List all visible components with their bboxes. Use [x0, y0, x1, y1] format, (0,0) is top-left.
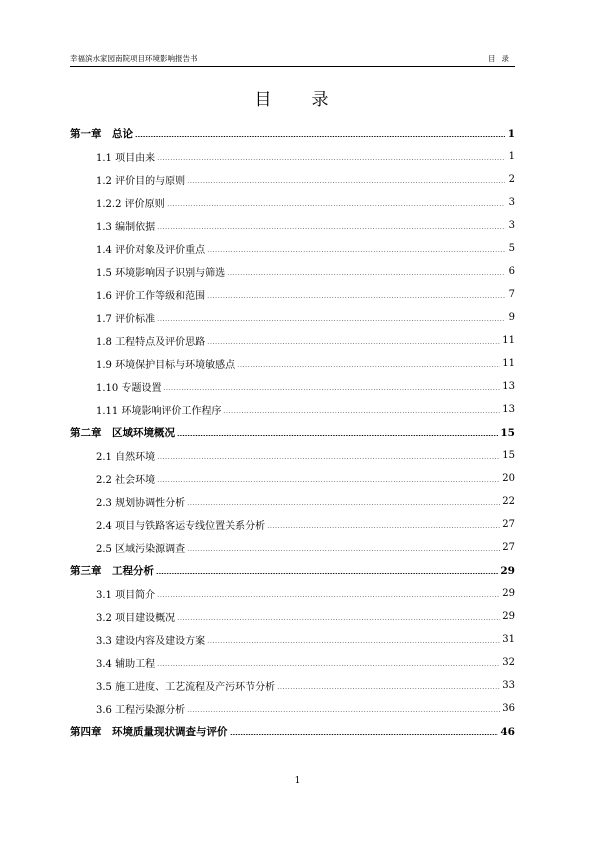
toc-entry-page: 3: [508, 197, 515, 208]
toc-entry-label: 1.6 评价工作等级和范围: [96, 291, 206, 302]
dot-leader: [207, 642, 500, 643]
toc-entry-label: 第一章 总论: [70, 128, 133, 140]
dot-leader: [187, 182, 505, 183]
table-of-contents: [70, 122, 515, 743]
toc-entry-page: 15: [502, 450, 515, 461]
toc-section-entry[interactable]: [70, 214, 515, 237]
dot-leader: [277, 688, 500, 689]
dot-leader: [187, 550, 500, 551]
toc-entry-page: 36: [502, 703, 515, 714]
toc-entry-label: 1.2 评价目的与原则: [96, 176, 186, 187]
dot-leader: [187, 711, 500, 712]
toc-entry-label: 3.3 建设内容及建设方案: [96, 636, 206, 647]
toc-entry-page: 1: [508, 151, 515, 162]
dot-leader: [267, 527, 500, 528]
toc-entry-label: 1.10 专题设置: [96, 383, 162, 394]
dot-leader: [207, 343, 500, 344]
toc-entry-page: 5: [508, 243, 515, 254]
toc-entry-label: 1.7 评价标准: [96, 314, 156, 325]
toc-chapter-entry[interactable]: [70, 720, 515, 743]
toc-section-entry[interactable]: [70, 582, 515, 605]
toc-section-entry[interactable]: [70, 283, 515, 306]
toc-entry-page: 22: [502, 496, 515, 507]
dot-leader: [177, 619, 500, 620]
toc-entry-label: 1.4 评价对象及评价重点: [96, 245, 206, 256]
toc-entry-page: 27: [502, 542, 515, 553]
toc-entry-label: 1.11 环境影响评价工作程序: [96, 406, 222, 417]
dot-leader: [177, 435, 498, 436]
toc-entry-page: 13: [502, 381, 515, 392]
toc-section-entry[interactable]: [70, 237, 515, 260]
toc-entry-label: 第三章 工程分析: [70, 565, 154, 577]
dot-leader: [156, 573, 498, 574]
document-title: 幸福滨水家园南院项目环境影响报告书: [70, 54, 198, 63]
page-header: [70, 52, 515, 66]
toc-section-entry[interactable]: [70, 697, 515, 720]
toc-section-entry[interactable]: [70, 352, 515, 375]
toc-entry-page: 3: [508, 220, 515, 231]
dot-leader: [157, 458, 500, 459]
toc-entry-label: 3.1 项目简介: [96, 590, 156, 601]
dot-leader: [207, 251, 505, 252]
toc-entry-page: 15: [500, 426, 515, 439]
toc-entry-page: 29: [500, 564, 515, 577]
toc-entry-label: 第二章 区域环境概况: [70, 427, 175, 439]
header-divider: [70, 66, 515, 67]
toc-chapter-entry[interactable]: [70, 421, 515, 444]
toc-section-entry[interactable]: [70, 536, 515, 559]
toc-section-entry[interactable]: [70, 605, 515, 628]
toc-entry-page: 2: [508, 174, 515, 185]
toc-entry-page: 29: [502, 611, 515, 622]
toc-entry-page: 32: [502, 657, 515, 668]
toc-entry-page: 1: [507, 127, 515, 140]
toc-section-entry[interactable]: [70, 375, 515, 398]
toc-section-entry[interactable]: [70, 145, 515, 168]
dot-leader: [157, 596, 500, 597]
toc-entry-label: 2.1 自然环境: [96, 452, 156, 463]
dot-leader: [157, 481, 500, 482]
toc-section-entry[interactable]: [70, 628, 515, 651]
toc-title: 目录: [254, 90, 369, 110]
toc-entry-page: 13: [502, 404, 515, 415]
toc-section-entry[interactable]: [70, 490, 515, 513]
toc-section-entry[interactable]: [70, 651, 515, 674]
dot-leader: [157, 228, 505, 229]
toc-entry-page: 7: [508, 289, 515, 300]
toc-entry-page: 27: [502, 519, 515, 530]
toc-entry-label: 1.5 环境影响因子识别与筛选: [96, 268, 226, 279]
dot-leader: [187, 504, 500, 505]
dot-leader: [230, 734, 499, 735]
toc-chapter-entry[interactable]: [70, 122, 515, 145]
dot-leader: [237, 366, 500, 367]
toc-section-entry[interactable]: [70, 674, 515, 697]
toc-entry-page: 9: [508, 312, 515, 323]
dot-leader: [157, 159, 505, 160]
dot-leader: [157, 320, 505, 321]
toc-entry-label: 2.5 区域污染源调查: [96, 544, 186, 555]
section-label: 目录: [488, 54, 515, 63]
toc-entry-page: 20: [502, 473, 515, 484]
toc-section-entry[interactable]: [70, 398, 515, 421]
toc-section-entry[interactable]: [70, 191, 515, 214]
toc-entry-label: 1.8 工程特点及评价思路: [96, 337, 206, 348]
toc-entry-label: 2.2 社会环境: [96, 475, 156, 486]
toc-entry-label: 2.4 项目与铁路客运专线位置关系分析: [96, 521, 266, 532]
toc-section-entry[interactable]: [70, 467, 515, 490]
toc-entry-page: 31: [502, 634, 515, 645]
toc-entry-page: 11: [502, 335, 515, 346]
toc-entry-label: 3.6 工程污染源分析: [96, 705, 186, 716]
toc-entry-label: 3.5 施工进度、工艺流程及产污环节分析: [96, 682, 276, 693]
toc-entry-page: 6: [508, 266, 515, 277]
toc-entry-label: 1.3 编制依据: [96, 222, 156, 233]
toc-entry-page: 33: [502, 680, 515, 691]
toc-entry-label: 1.9 环境保护目标与环境敏感点: [96, 360, 236, 371]
dot-leader: [167, 205, 505, 206]
dot-leader: [163, 389, 500, 390]
page-number: 1: [294, 776, 301, 786]
toc-entry-label: 1.1 项目由来: [96, 153, 156, 164]
toc-entry-page: 46: [500, 725, 515, 738]
dot-leader: [157, 665, 500, 666]
toc-section-entry[interactable]: [70, 444, 515, 467]
toc-entry-label: 3.4 辅助工程: [96, 659, 156, 670]
toc-section-entry[interactable]: [70, 329, 515, 352]
toc-entry-page: 11: [502, 358, 515, 369]
toc-section-entry[interactable]: [70, 168, 515, 191]
toc-entry-label: 1.2.2 评价原则: [96, 199, 165, 210]
toc-section-entry[interactable]: [70, 260, 515, 283]
dot-leader: [223, 412, 500, 413]
toc-entry-label: 第四章 环境质量现状调查与评价: [70, 726, 228, 738]
toc-entry-label: 2.3 规划协调性分析: [96, 498, 186, 509]
dot-leader: [227, 274, 505, 275]
dot-leader: [135, 136, 505, 137]
toc-entry-page: 29: [502, 588, 515, 599]
toc-section-entry[interactable]: [70, 513, 515, 536]
toc-entry-label: 3.2 项目建设概况: [96, 613, 176, 624]
dot-leader: [207, 297, 505, 298]
toc-chapter-entry[interactable]: [70, 559, 515, 582]
toc-section-entry[interactable]: [70, 306, 515, 329]
